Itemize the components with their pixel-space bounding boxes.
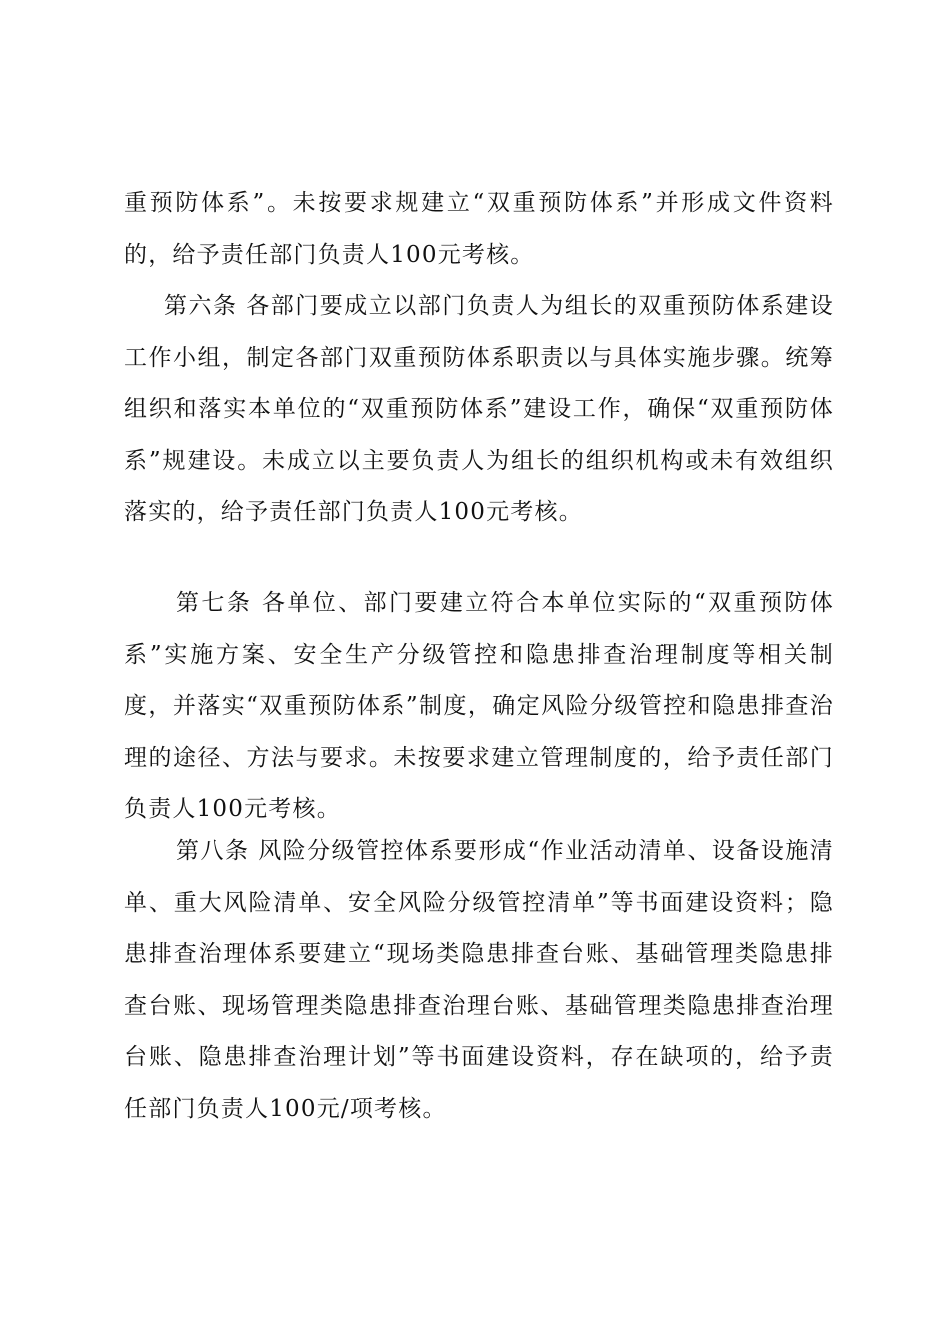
paragraph-article-6: 第六条 各部门要成立以部门负责人为组长的双重预防体系建设工作小组，制定各部门双重预防体系职责以与具体实施步骤。统筹组织和落实本单位的“双重预防体系”建设工作，确保“双重预防体系”规建设。未成立以主要负责人为组长的组织机构或未有效组织落实的，给予责任部门负责人100元考核。 [124, 293, 834, 525]
paragraph-article-8: 第八条 风险分级管控体系要形成“作业活动清单、设备设施清单、重大风险清单、安全风险分级管控清单”等书面建设资料；隐患排查治理体系要建立“现场类隐患排查台账、基础管理类隐患排查台账、现场管理类隐患排查治理台账、基础管理类隐患排查治理台账、隐患排查治理计划”等书面建设资料，存在缺项的，给予责任部门负责人100元/项考核。 [124, 838, 834, 1122]
paragraph-article-7: 第七条 各单位、部门要建立符合本单位实际的“双重预防体系”实施方案、安全生产分级管控和隐患排查治理制度等相关制度，并落实“双重预防体系”制度，确定风险分级管控和隐患排查治理的途径、方法与要求。未按要求建立管理制度的，给予责任部门负责人100元考核。 [124, 590, 834, 822]
paragraph-continuation: 重预防体系”。未按要求规建立“双重预防体系”并形成文件资料的，给予责任部门负责人100元考核。 [124, 190, 834, 268]
